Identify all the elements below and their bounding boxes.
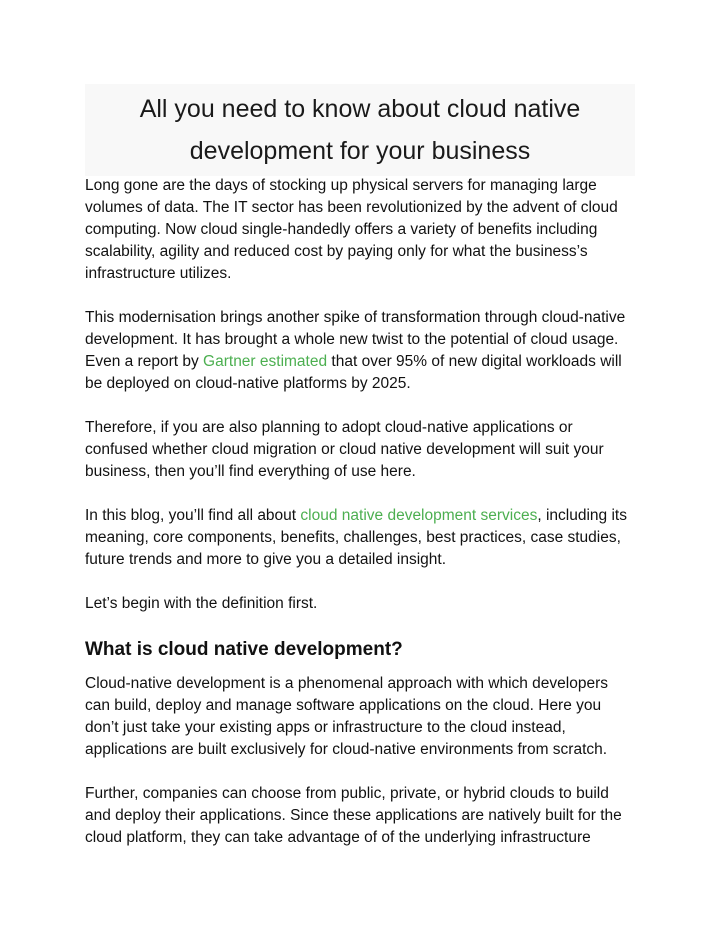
blog-paragraph-text-after: , including its meaning, core components, benefits, challenges, best practices, case studies, future trends and more to give you a detailed insight.: [85, 507, 627, 568]
title-box: [85, 84, 635, 176]
definition-paragraph: Cloud-native development is a phenomenal approach with which developers can build, deploy and manage software applications on the cloud. Here you don’t just take your existing apps or infrastructure to the cloud instead, applications are built exclusively for cloud-native environments from scratch.: [85, 675, 609, 758]
begin-paragraph: Let’s begin with the definition first.: [85, 595, 318, 612]
gartner-paragraph: [85, 307, 635, 395]
section-heading: What is cloud native development?: [85, 639, 403, 660]
intro-paragraph: Long gone are the days of stocking up physical servers for managing large volumes of data. The IT sector has been revolutionized by the advent of cloud computing. Now cloud single-handedly offers a variety of benefits including scalability, agility and reduced cost by paying only for what the business’s infrastructure utilizes.: [85, 177, 618, 282]
blog-paragraph-text-before: In this blog, you’ll find all about: [85, 507, 301, 524]
clouds-paragraph: Further, companies can choose from public, private, or hybrid clouds to build and deploy their applications. Since these applications are natively built for the cloud platform, they can take advantage of of the underlying infrastructure: [85, 785, 622, 846]
gartner-link[interactable]: Gartner estimated: [203, 353, 328, 370]
adopt-paragraph: Therefore, if you are also planning to adopt cloud-native applications or confused whether cloud migration or cloud native development will suit your business, then you’ll find everything of use here.: [85, 419, 604, 480]
blog-paragraph: [85, 505, 635, 571]
gartner-paragraph-text-after: that over 95% of new digital workloads will be deployed on cloud-native platforms by 2025.: [85, 353, 622, 392]
services-link[interactable]: cloud native development services: [300, 507, 538, 524]
gartner-paragraph-text-before: This modernisation brings another spike of transformation through cloud-native development. It has brought a whole new twist to the potential of cloud usage. Even a report by: [85, 309, 626, 370]
article-body: [85, 175, 635, 871]
title-line-2: development for your business: [189, 137, 531, 165]
page-title: [85, 84, 635, 172]
title-line-1: All you need to know about cloud native: [139, 95, 581, 123]
